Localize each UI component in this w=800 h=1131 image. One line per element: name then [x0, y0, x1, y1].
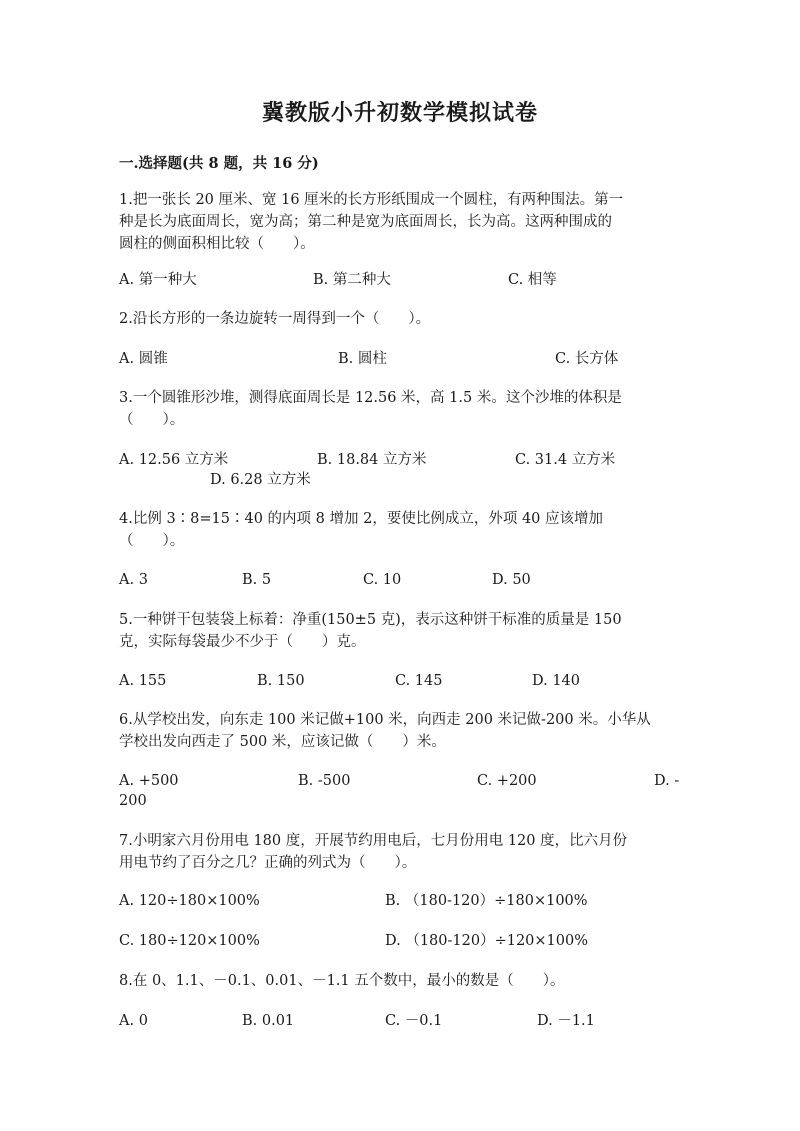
question-line: 4.比例 3∶8=15∶40 的内项 8 增加 2，要使比例成立，外项 40 应该增加: [119, 511, 603, 527]
q8-option-c[interactable]: C. －0.1: [385, 1013, 443, 1029]
q5-option-b[interactable]: B. 150: [257, 673, 305, 689]
question-line: 克，实际每袋最少不少于（ ）克。: [119, 634, 366, 650]
q6-option-b[interactable]: B. -500: [298, 773, 351, 789]
q8-option-d[interactable]: D. －1.1: [537, 1013, 595, 1029]
q3-option-d[interactable]: D. 6.28 立方米: [210, 472, 311, 488]
q6-option-d[interactable]: D. -: [654, 773, 680, 789]
q1-option-b[interactable]: B. 第二种大: [313, 272, 391, 288]
q1-option-c[interactable]: C. 相等: [508, 272, 557, 288]
q4-option-a[interactable]: A. 3: [119, 572, 148, 588]
question-line: 3.一个圆锥形沙堆，测得底面周长是 12.56 米，高 1.5 米。这个沙堆的体积是: [119, 390, 622, 406]
q6-option-c[interactable]: C. +200: [477, 773, 537, 789]
question-line: 6.从学校出发，向东走 100 米记做+100 米，向西走 200 米记做-200 米。小华从: [119, 712, 651, 728]
q7-option-b[interactable]: B. （180-120）÷180×100%: [385, 893, 588, 909]
question-2: [119, 308, 681, 330]
question-line: 圆柱的侧面积相比较（ ）。: [119, 236, 315, 252]
q5-option-c[interactable]: C. 145: [395, 673, 443, 689]
q1-option-a[interactable]: A. 第一种大: [119, 272, 197, 288]
question-line: 学校出发向西走了 500 米，应该记做（ ）米。: [119, 734, 446, 750]
q4-option-d[interactable]: D. 50: [492, 572, 531, 588]
question-5: [119, 609, 681, 653]
q7-option-d[interactable]: D. （180-120）÷120×100%: [385, 933, 589, 949]
q5-option-a[interactable]: A. 155: [119, 673, 167, 689]
question-line: （ ）。: [119, 533, 185, 549]
page-title: 冀教版小升初数学模拟试卷: [261, 100, 538, 126]
q3-option-c[interactable]: C. 31.4 立方米: [515, 452, 616, 468]
q6-option-a[interactable]: A. +500: [119, 773, 179, 789]
question-8: [119, 970, 681, 992]
question-line: （ ）。: [119, 412, 185, 428]
q7-option-a[interactable]: A. 120÷180×100%: [119, 893, 260, 909]
question-line: 种是长为底面周长，宽为高；第二种是宽为底面周长，长为高。这两种围成的: [119, 214, 612, 230]
section-heading: 一.选择题(共 8 题，共 16 分): [119, 155, 319, 172]
question-6: [119, 709, 681, 753]
q4-option-c[interactable]: C. 10: [363, 572, 402, 588]
q7-option-c[interactable]: C. 180÷120×100%: [119, 933, 260, 949]
question-line: 2.沿长方形的一条边旋转一周得到一个（ ）。: [119, 311, 431, 327]
question-7: [119, 830, 681, 874]
question-line: 1.把一张长 20 厘米、宽 16 厘米的长方形纸围成一个圆柱，有两种围法。第一: [119, 192, 624, 208]
q8-option-b[interactable]: B. 0.01: [242, 1013, 295, 1029]
q3-option-b[interactable]: B. 18.84 立方米: [317, 452, 427, 468]
question-line: 5.一种饼干包装袋上标着：净重(150±5 克)，表示这种饼干标准的质量是 150: [119, 612, 622, 628]
q4-option-b[interactable]: B. 5: [242, 572, 272, 588]
q2-option-c[interactable]: C. 长方体: [555, 351, 619, 367]
question-line: 8.在 0、1.1、－0.1、0.01、－1.1 五个数中，最小的数是（ ）。: [119, 973, 565, 989]
question-3: [119, 387, 681, 431]
q8-option-a[interactable]: A. 0: [119, 1013, 148, 1029]
q3-option-a[interactable]: A. 12.56 立方米: [119, 452, 229, 468]
q5-option-d[interactable]: D. 140: [532, 673, 581, 689]
question-1: [119, 189, 681, 255]
question-4: [119, 508, 681, 552]
question-line: 7.小明家六月份用电 180 度，开展节约用电后，七月份用电 120 度，比六月份: [119, 833, 628, 849]
q2-option-a[interactable]: A. 圆锥: [119, 351, 168, 367]
question-line: 用电节约了百分之几？正确的列式为（ ）。: [119, 855, 417, 871]
q2-option-b[interactable]: B. 圆柱: [338, 351, 387, 367]
q6-option-d-continued: 200: [119, 793, 147, 809]
